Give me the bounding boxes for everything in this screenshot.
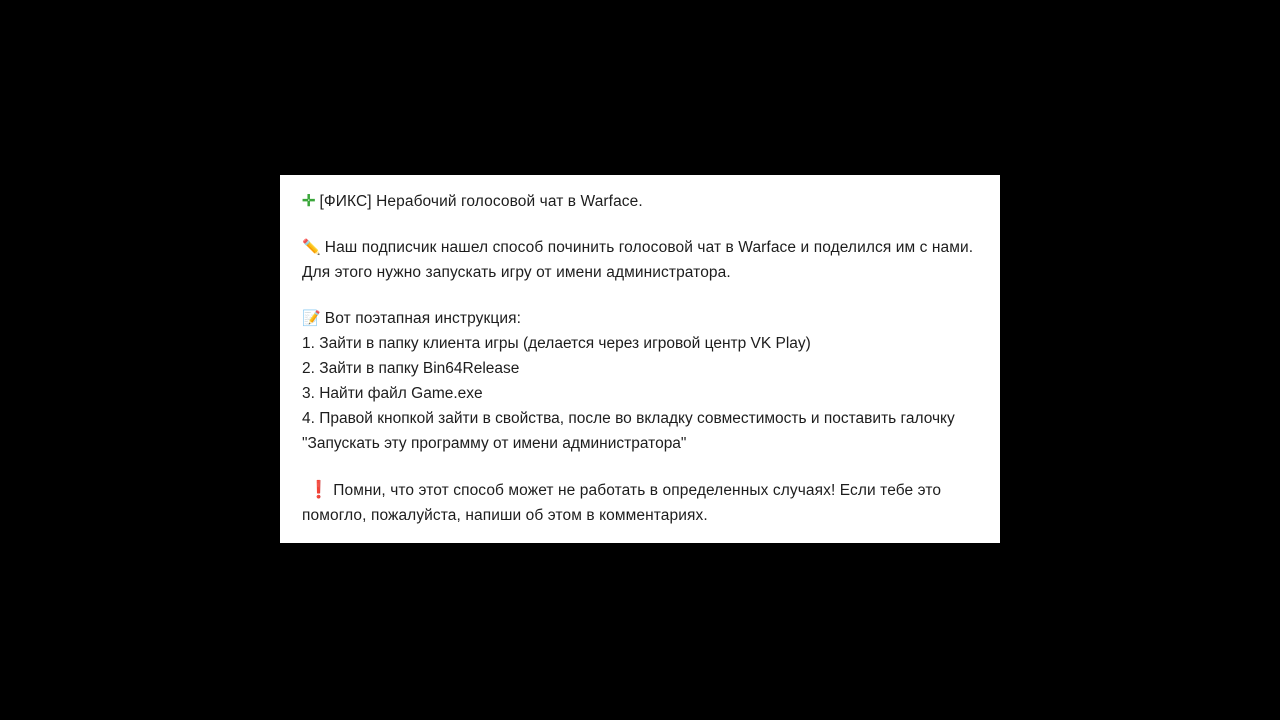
list-item: 2. Зайти в папку Bin64Release	[302, 360, 520, 377]
pencil-icon: ✏️	[302, 239, 321, 256]
list-item: 1. Зайти в папку клиента игры (делается через игровой центр VK Play)	[302, 335, 811, 352]
plus-icon: ✛	[302, 193, 316, 210]
post-intro-text: Наш подписчик нашел способ починить голосовой чат в Warface и поделился им с нами. Для этого нужно запускать игру от имени администратора.	[302, 239, 974, 281]
instructions-heading-text: Вот поэтапная инструкция:	[324, 310, 521, 327]
spacer	[302, 214, 978, 235]
post-intro	[302, 235, 978, 285]
post-warning	[302, 477, 978, 528]
post-title-text: [ФИКС] Нерабочий голосовой чат в Warface.	[319, 193, 643, 210]
memo-icon: 📝	[302, 310, 321, 327]
spacer	[302, 456, 978, 477]
post-warning-text: Помни, что этот способ может не работать в определенных случаях! Если тебе это помогло, пожалуйста, напиши об этом в комментариях.	[302, 482, 942, 524]
post-card	[280, 175, 1000, 543]
spacer	[302, 285, 978, 306]
exclamation-icon: ❗	[308, 480, 330, 499]
instruction-steps	[302, 331, 978, 456]
post-title	[302, 189, 978, 214]
list-item: 4. Правой кнопкой зайти в свойства, после во вкладку совместимость и поставить галочку "Запускать эту программу от имени администратора"	[302, 410, 955, 452]
instructions-heading	[302, 306, 978, 331]
list-item: 3. Найти файл Game.exe	[302, 385, 483, 402]
